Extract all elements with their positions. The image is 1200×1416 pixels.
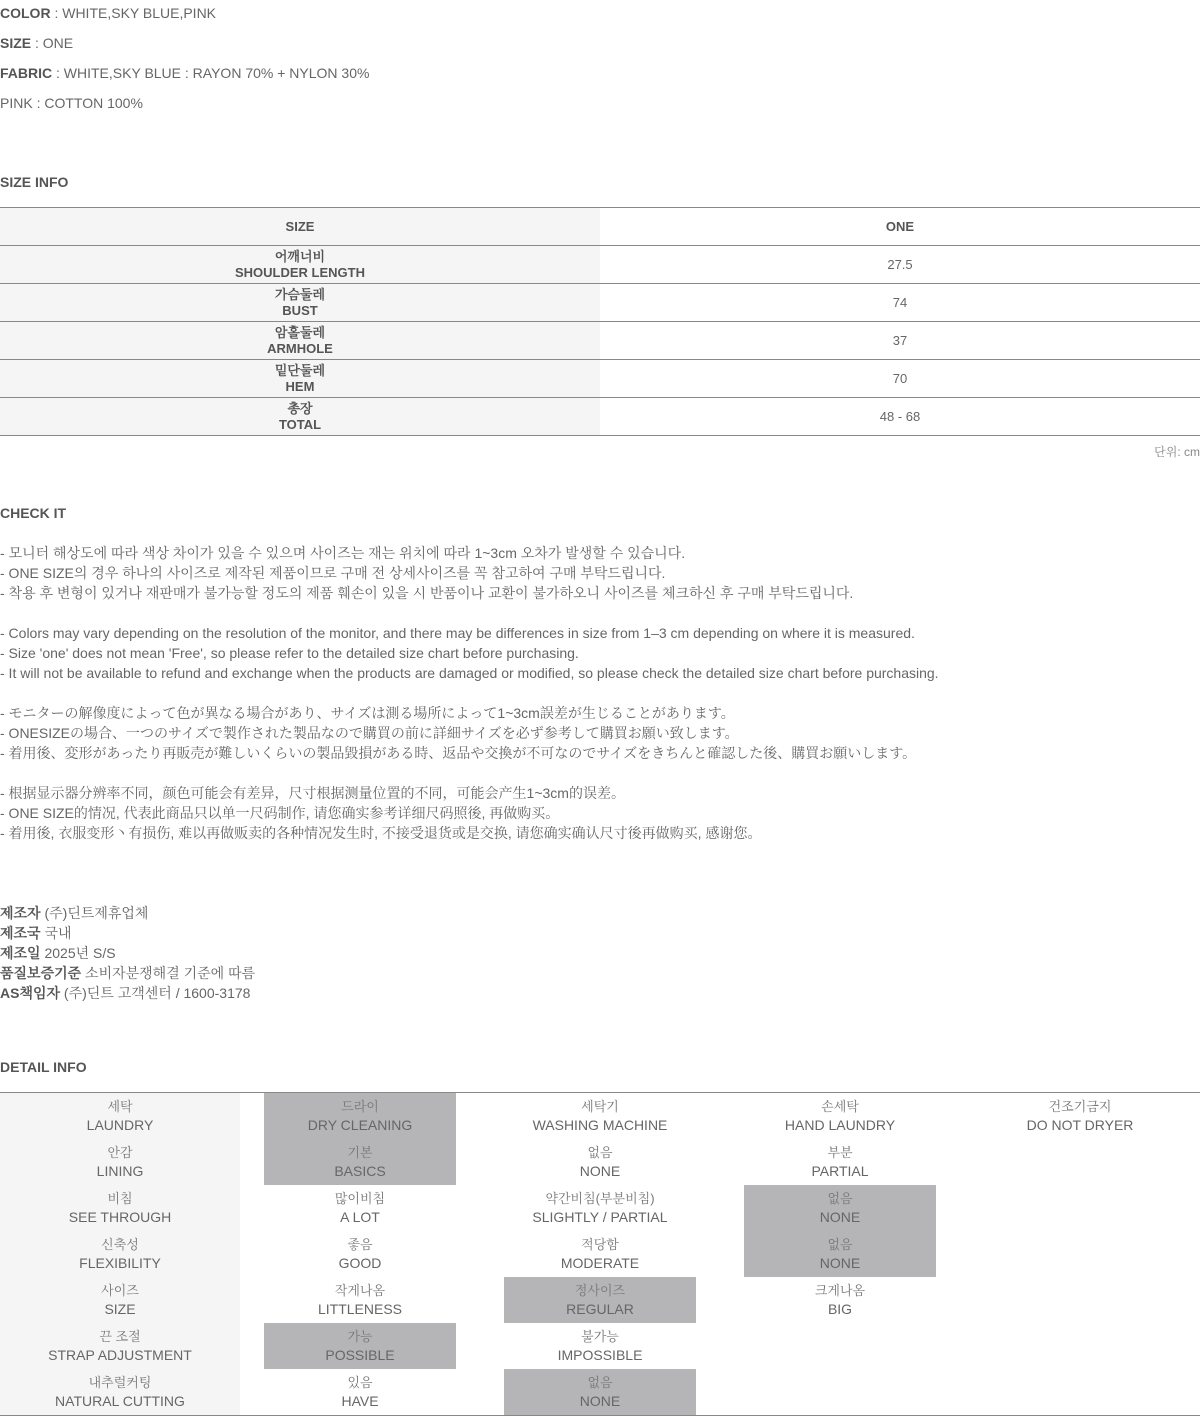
detail-option-selected [744,1185,936,1231]
size-table-row [0,246,1200,284]
check-it-line: - 착용 후 변형이 있거나 재판매가 불가능할 정도의 제품 훼손이 있을 시 반품이나 교환이 불가하오니 사이즈를 체크하신 후 구매 부탁드립니다. [0,585,854,601]
check-it-heading: CHECK IT [0,505,67,521]
size-info-heading: SIZE INFO [0,174,69,190]
size-table-row [0,360,1200,398]
detail-option-en: NONE [819,1255,861,1271]
size-row-label-ko: 총장 [287,400,313,416]
size-row-label-en: HEM [285,378,315,394]
manufacturer-label: AS책임자 [0,985,61,1001]
detail-option-ko: 없음 [827,1237,853,1252]
size-row-label-ko: 가슴둘레 [274,286,326,302]
detail-option-selected [504,1369,696,1415]
detail-label-ko: 세탁 [107,1099,133,1114]
size-row-label-ko: 밑단둘레 [274,362,326,378]
size-row-label-en: SHOULDER LENGTH [235,264,365,280]
size-value: : ONE [31,35,74,51]
manufacturer-value: (주)딘트제휴업체 [40,905,149,921]
detail-option-en: DO NOT DRYER [1026,1117,1134,1133]
color-label: COLOR [0,5,51,21]
detail-label-en: SEE THROUGH [68,1209,172,1225]
check-it-line: - ONESIZEの場合、一つのサイズで製作された製品なので購買の前に詳細サイズを必ず参考して購買お願い致します。 [0,725,739,741]
detail-row-label [0,1093,240,1139]
manufacturer-label: 제조자 [0,905,41,921]
check-it-line: - Colors may vary depending on the resolution of the monitor, and there may be differences in size from 1–3 cm depending on where it is measured. [0,625,915,641]
manufacturer-row [0,984,250,1002]
detail-option-en: A LOT [340,1209,380,1225]
check-it-line: - 根据显示器分辨率不同，颜色可能会有差异，尺寸根据测量位置的不同，可能会产生1~3cm的误差。 [0,785,625,801]
fabric-spec [0,64,369,82]
detail-option-en: NONE [579,1393,621,1409]
check-it-line: - 모니터 해상도에 따라 색상 차이가 있을 수 있으며 사이즈는 재는 위치에 따라 1~3cm 오차가 발생할 수 있습니다. [0,545,686,561]
manufacturer-value: 2025년 S/S [40,945,116,961]
check-it-line: - Size 'one' does not mean 'Free', so please refer to the detailed size chart before purchasing. [0,645,579,661]
detail-option [264,1185,456,1231]
detail-option [744,1093,936,1139]
detail-option-ko: 가능 [347,1329,373,1344]
manufacturer-value: (주)딘트 고객센터 / 1600-3178 [60,985,251,1001]
fabric-value: : WHITE,SKY BLUE : RAYON 70% + NYLON 30% [52,65,370,81]
detail-option-en: PARTIAL [811,1163,869,1179]
detail-row-label [0,1277,240,1323]
size-row-value: 74 [892,295,908,310]
detail-option [264,1369,456,1415]
fabric-extra: PINK : COTTON 100% [0,95,143,111]
size-row-value: 70 [892,371,908,386]
detail-option-ko: 부분 [827,1145,853,1160]
unit-note: 단위: cm [1154,445,1200,459]
detail-option [984,1093,1176,1139]
detail-option-ko: 크게나옴 [814,1283,866,1298]
manufacturer-value: 국내 [40,925,72,941]
size-spec [0,34,73,52]
detail-option-ko: 불가능 [581,1329,619,1344]
detail-option-ko: 손세탁 [821,1099,859,1114]
detail-option-selected [744,1231,936,1277]
detail-option-ko: 적당함 [581,1237,619,1252]
size-row-label-ko: 암홀둘레 [274,324,326,340]
detail-row-label [0,1185,240,1231]
check-it-line: - It will not be available to refund and exchange when the products are damaged or modified, so please check the detailed size chart before purchasing. [0,665,939,681]
detail-option [744,1139,936,1185]
size-row-value: 37 [892,333,908,348]
detail-option-en: GOOD [338,1255,382,1271]
detail-option-en: IMPOSSIBLE [557,1347,643,1363]
detail-option-ko: 정사이즈 [574,1283,626,1298]
detail-option-en: NONE [819,1209,861,1225]
detail-option-en: LITTLENESS [317,1301,403,1317]
detail-option-en: MODERATE [560,1255,640,1271]
detail-option-selected [264,1323,456,1369]
detail-label-ko: 내추럴커팅 [88,1375,152,1390]
detail-option-ko: 건조기금지 [1048,1099,1112,1114]
size-label: SIZE [0,35,32,51]
detail-row-label [0,1369,240,1415]
size-row-label [0,246,600,283]
size-row-label [0,398,600,435]
detail-option-en: DRY CLEANING [307,1117,413,1133]
detail-option-en: REGULAR [566,1301,634,1317]
detail-option-ko: 있음 [347,1375,373,1390]
detail-option [504,1185,696,1231]
manufacturer-row [0,944,116,962]
detail-option [504,1139,696,1185]
manufacturer-row [0,924,72,942]
detail-option-en: HAVE [341,1393,379,1409]
detail-option-ko: 드라이 [341,1099,379,1114]
size-table-row [0,398,1200,436]
size-table-row [0,284,1200,322]
detail-option [504,1323,696,1369]
detail-option-en: WASHING MACHINE [532,1117,668,1133]
size-header-label: SIZE [0,208,600,245]
size-row-label [0,360,600,397]
detail-row-label [0,1231,240,1277]
size-table-row [0,322,1200,360]
size-row-value: 27.5 [887,257,913,272]
detail-option-en: NONE [579,1163,621,1179]
size-rows [0,246,1200,436]
detail-option [504,1231,696,1277]
detail-row-label [0,1139,240,1185]
fabric-label: FABRIC [0,65,53,81]
size-row-label-en: TOTAL [278,416,322,432]
check-it-line: - 着用後、変形があったり再販売が難しいくらいの製品毀損がある時、返品や交換が不可なのでサイズをきちんと確認した後、購買お願いします。 [0,745,917,761]
detail-option-en: BIG [827,1301,853,1317]
size-row-value: 48 - 68 [879,409,921,424]
size-row-label-en: BUST [282,302,318,318]
detail-option-en: BASICS [334,1163,386,1179]
detail-info-heading: DETAIL INFO [0,1059,87,1075]
detail-option-ko: 없음 [587,1375,613,1390]
detail-option [744,1277,936,1323]
detail-label-ko: 사이즈 [101,1283,139,1298]
check-it-line: - 着用後, 衣服变形丶有损伤, 难以再做贩卖的各种情况发生时, 不接受退货或是交换, 请您确实确认尺寸後再做购买, 感谢您。 [0,825,762,841]
detail-option-ko: 기본 [347,1145,373,1160]
detail-row-label [0,1323,240,1369]
detail-option-ko: 많이비침 [334,1191,386,1206]
check-it-line: - モニターの解像度によって色が異なる場合があり、サイズは測る場所によって1~3cm誤差が生じることがあります。 [0,705,735,721]
detail-option [264,1277,456,1323]
detail-option [264,1231,456,1277]
manufacturer-label: 품질보증기준 [0,965,82,981]
manufacturer-row [0,964,255,982]
size-header-value: ONE [885,219,915,234]
detail-label-en: STRAP ADJUSTMENT [48,1347,192,1363]
detail-option-en: HAND LAUNDRY [784,1117,896,1133]
check-it-line: - ONE SIZE의 경우 하나의 사이즈로 제작된 제품이므로 구매 전 상세사이즈를 꼭 참고하여 구매 부탁드립니다. [0,565,666,581]
detail-option-en: SLIGHTLY / PARTIAL [532,1209,668,1225]
detail-label-en: SIZE [104,1301,136,1317]
detail-label-ko: 끈 조절 [99,1329,141,1344]
detail-option-ko: 약간비침(부분비침) [545,1191,655,1206]
detail-option-selected [504,1277,696,1323]
detail-option-en: POSSIBLE [325,1347,395,1363]
detail-option-selected [264,1093,456,1139]
detail-label-en: FLEXIBILITY [79,1255,161,1271]
detail-option-selected [264,1139,456,1185]
detail-option-ko: 작게나옴 [334,1283,386,1298]
size-table [0,207,1200,436]
detail-option-ko: 없음 [587,1145,613,1160]
size-row-label-en: ARMHOLE [267,340,333,356]
size-table-header [0,208,1200,246]
size-row-label-ko: 어깨너비 [274,248,326,264]
manufacturer-value: 소비자분쟁해결 기준에 따름 [81,965,256,981]
check-it-line: - ONE SIZE的情况, 代表此商品只以单一尺码制作, 请您确实参考详细尺码照後, 再做购买。 [0,805,560,821]
detail-label-en: LAUNDRY [86,1117,154,1133]
manufacturer-row [0,904,148,922]
detail-option-ko: 세탁기 [581,1099,619,1114]
color-spec [0,4,216,22]
detail-label-en: LINING [96,1163,144,1179]
manufacturer-label: 제조일 [0,945,41,961]
size-row-label [0,284,600,321]
detail-option-ko: 없음 [827,1191,853,1206]
detail-option-ko: 좋음 [347,1237,373,1252]
detail-grid [0,1092,1200,1416]
detail-label-ko: 비침 [107,1191,133,1206]
manufacturer-label: 제조국 [0,925,41,941]
detail-label-en: NATURAL CUTTING [55,1393,185,1409]
color-value: : WHITE,SKY BLUE,PINK [50,5,217,21]
detail-label-ko: 신축성 [101,1237,139,1252]
detail-label-ko: 안감 [107,1145,133,1160]
detail-option [504,1093,696,1139]
size-row-label [0,322,600,359]
